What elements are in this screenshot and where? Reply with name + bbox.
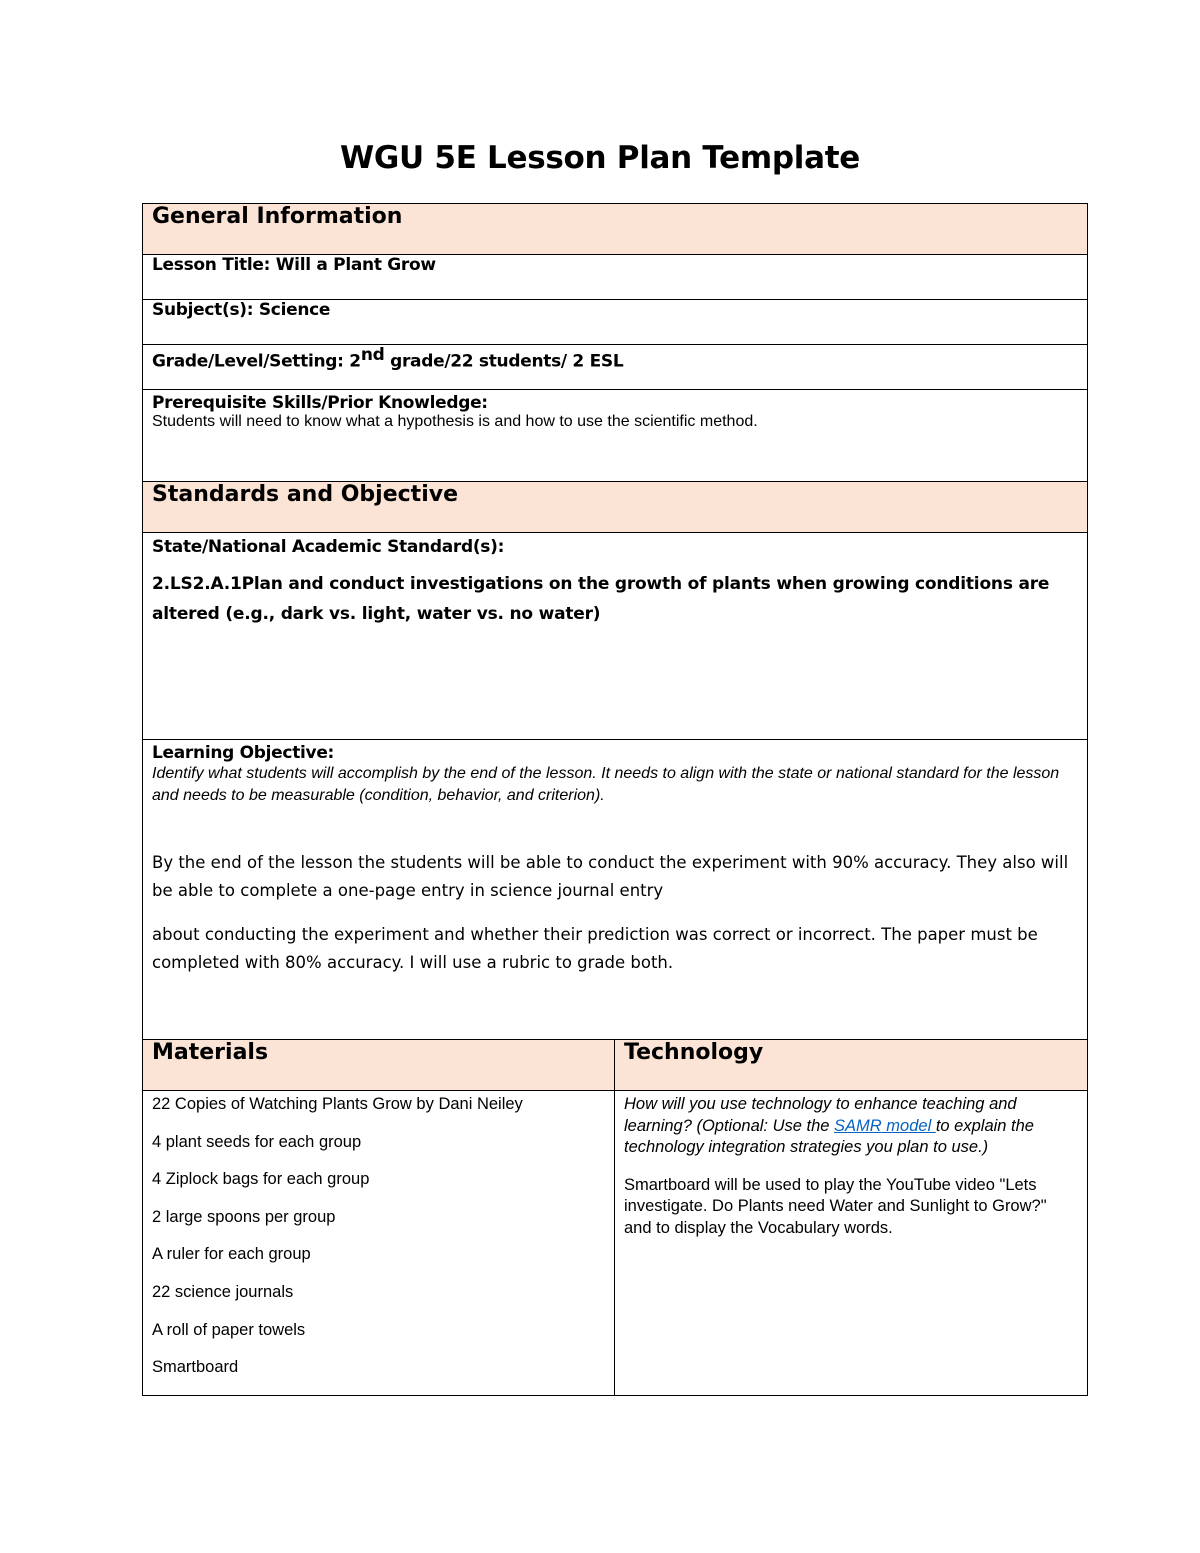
prerequisite-label: Prerequisite Skills/Prior Knowledge: xyxy=(152,393,488,413)
subjects-row xyxy=(143,300,1088,345)
material-item: A ruler for each group xyxy=(152,1245,311,1264)
prerequisite-row xyxy=(143,390,1088,482)
standard-label: State/National Academic Standard(s): xyxy=(152,537,505,557)
learning-objective-label: Learning Objective: xyxy=(152,743,335,763)
technology-hint-end: to explain the technology integration strategies you plan to use.) xyxy=(624,1116,1034,1156)
materials-cell xyxy=(143,1091,615,1396)
material-item: 22 Copies of Watching Plants Grow by Dani Neiley xyxy=(152,1095,523,1113)
technology-hint xyxy=(624,1094,1078,1159)
standard-text: 2.LS2.A.1Plan and conduct investigations on the growth of plants when growing conditions are altered (e.g., dark vs. light, water vs. no water) xyxy=(152,574,1050,624)
grade-superscript: nd xyxy=(360,345,385,365)
technology-cell xyxy=(615,1091,1088,1396)
standards-row xyxy=(143,533,1088,740)
technology-hint-start: How will you use technology to enhance teaching and learning? (Optional: Use the xyxy=(624,1095,1017,1135)
prerequisite-text: Students will need to know what a hypothesis is and how to use the scientific method. xyxy=(152,413,758,430)
technology-header: Technology xyxy=(615,1040,1088,1091)
material-item: Smartboard xyxy=(152,1358,239,1377)
grade-row xyxy=(143,345,1088,390)
grade-details: grade/22 students/ 2 ESL xyxy=(384,351,624,372)
page-title: WGU 5E Lesson Plan Template xyxy=(340,140,860,176)
samr-model-link[interactable]: SAMR model xyxy=(834,1116,936,1135)
learning-objective-paragraph-1: By the end of the lesson the students will be able to conduct the experiment with 90% accuracy. They also will be able to complete a one-page entry in science journal entry xyxy=(152,853,1069,900)
material-item: 4 plant seeds for each group xyxy=(152,1132,362,1151)
grade-label: Grade/Level/Setting: xyxy=(152,351,350,372)
technology-text: Smartboard will be used to play the YouTube video "Lets investigate. Do Plants need Water and Sunlight to Grow?" and to display the Vocabulary words. xyxy=(624,1175,1047,1237)
lesson-title-label: Lesson Title: xyxy=(152,255,276,275)
general-information-header: General Information xyxy=(143,204,1088,255)
learning-objective-paragraph-2: about conducting the experiment and whether their prediction was correct or incorrect. The paper must be completed with 80% accuracy. I will use a rubric to grade both. xyxy=(152,925,1038,972)
material-item: 22 science journals xyxy=(152,1282,294,1301)
learning-objective-row xyxy=(143,740,1088,1040)
grade-number: 2 xyxy=(349,351,361,372)
subjects-label: Subject(s): xyxy=(152,300,259,320)
subjects-value: Science xyxy=(258,300,331,320)
standards-objective-header: Standards and Objective xyxy=(143,482,1088,533)
lesson-title-row xyxy=(143,255,1088,300)
material-item: 2 large spoons per group xyxy=(152,1207,336,1226)
material-item: 4 Ziplock bags for each group xyxy=(152,1170,370,1189)
materials-header: Materials xyxy=(143,1040,615,1091)
learning-objective-hint: Identify what students will accomplish by the end of the lesson. It needs to align with the state or national standard for the lesson and needs to be measurable (condition, behavior, and criterion). xyxy=(152,765,1060,804)
lesson-plan-table xyxy=(142,203,1088,1396)
lesson-title-value: Will a Plant Grow xyxy=(275,255,436,275)
materials-list xyxy=(152,1094,605,1377)
material-item: A roll of paper towels xyxy=(152,1320,306,1339)
